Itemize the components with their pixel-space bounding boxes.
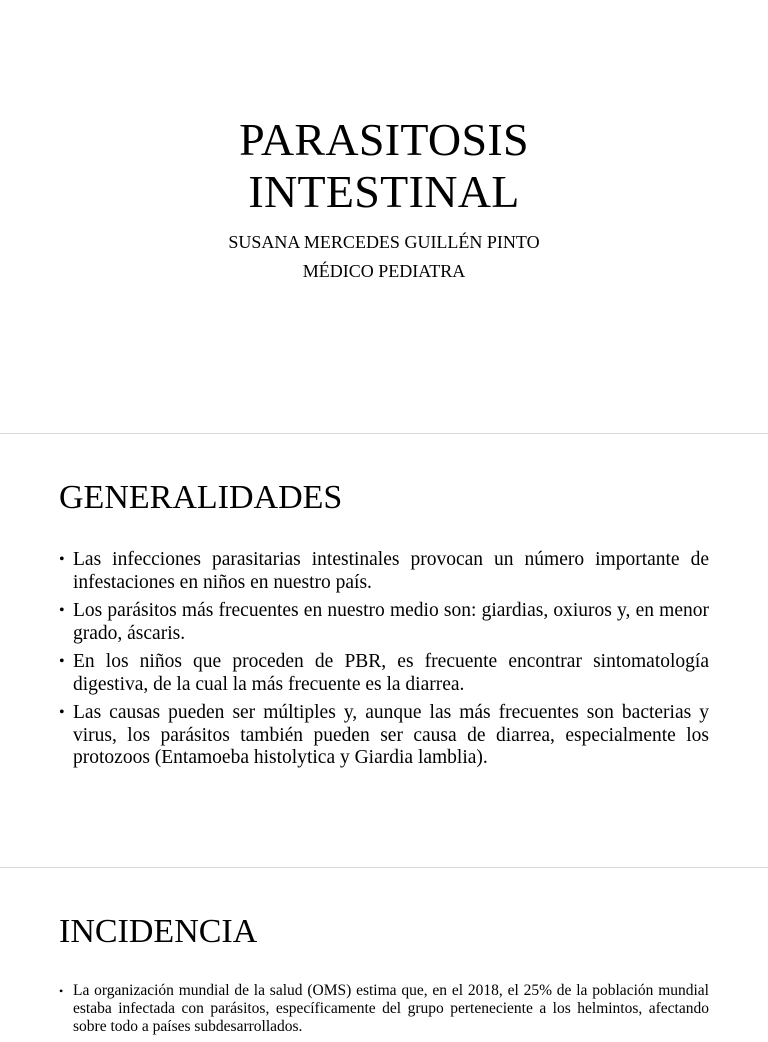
generalidades-slide [0,434,768,866]
author-name: SUSANA MERCEDES GUILLÉN PINTO [228,232,540,252]
presentation-title [0,114,768,218]
bullet-item: • En los niños que proceden de PBR, es frecuente encontrar sintomatología digestiva, de la cual la más frecuente es la diarrea. [59,651,709,696]
incidencia-slide [0,868,768,1035]
bullet-item: • Las causas pueden ser múltiples y, aunque las más frecuentes son bacterias y virus, los parásitos también pueden ser causa de diarrea, especialmente los protozoos (Entamoeba histolytica y Giardia lamblia). [59,702,709,770]
generalidades-bullet-list [59,549,709,776]
bullet-item: • Las infecciones parasitarias intestinales provocan un número importante de infestaciones en niños en nuestro país. [59,549,709,594]
title-slide [0,0,768,432]
incidencia-heading: INCIDENCIA [59,913,258,950]
title-line-1: PARASITOSIS [239,114,529,165]
author-role: MÉDICO PEDIATRA [302,261,466,281]
bullet-item: • Los parásitos más frecuentes en nuestro medio son: giardias, oxiuros y, en menor grado, áscaris. [59,600,709,645]
generalidades-heading: GENERALIDADES [59,479,343,516]
bullet-item: • La organización mundial de la salud (OMS) estima que, en el 2018, el 25% de la población mundial estaba infectada con parásitos, específicamente del grupo perteneciente a los helmintos, afectando sobre todo a países subdesarrollados. [59,982,709,1036]
title-line-2: INTESTINAL [248,166,520,217]
presentation-subtitle [0,228,768,286]
incidencia-bullet-list [59,982,709,1042]
